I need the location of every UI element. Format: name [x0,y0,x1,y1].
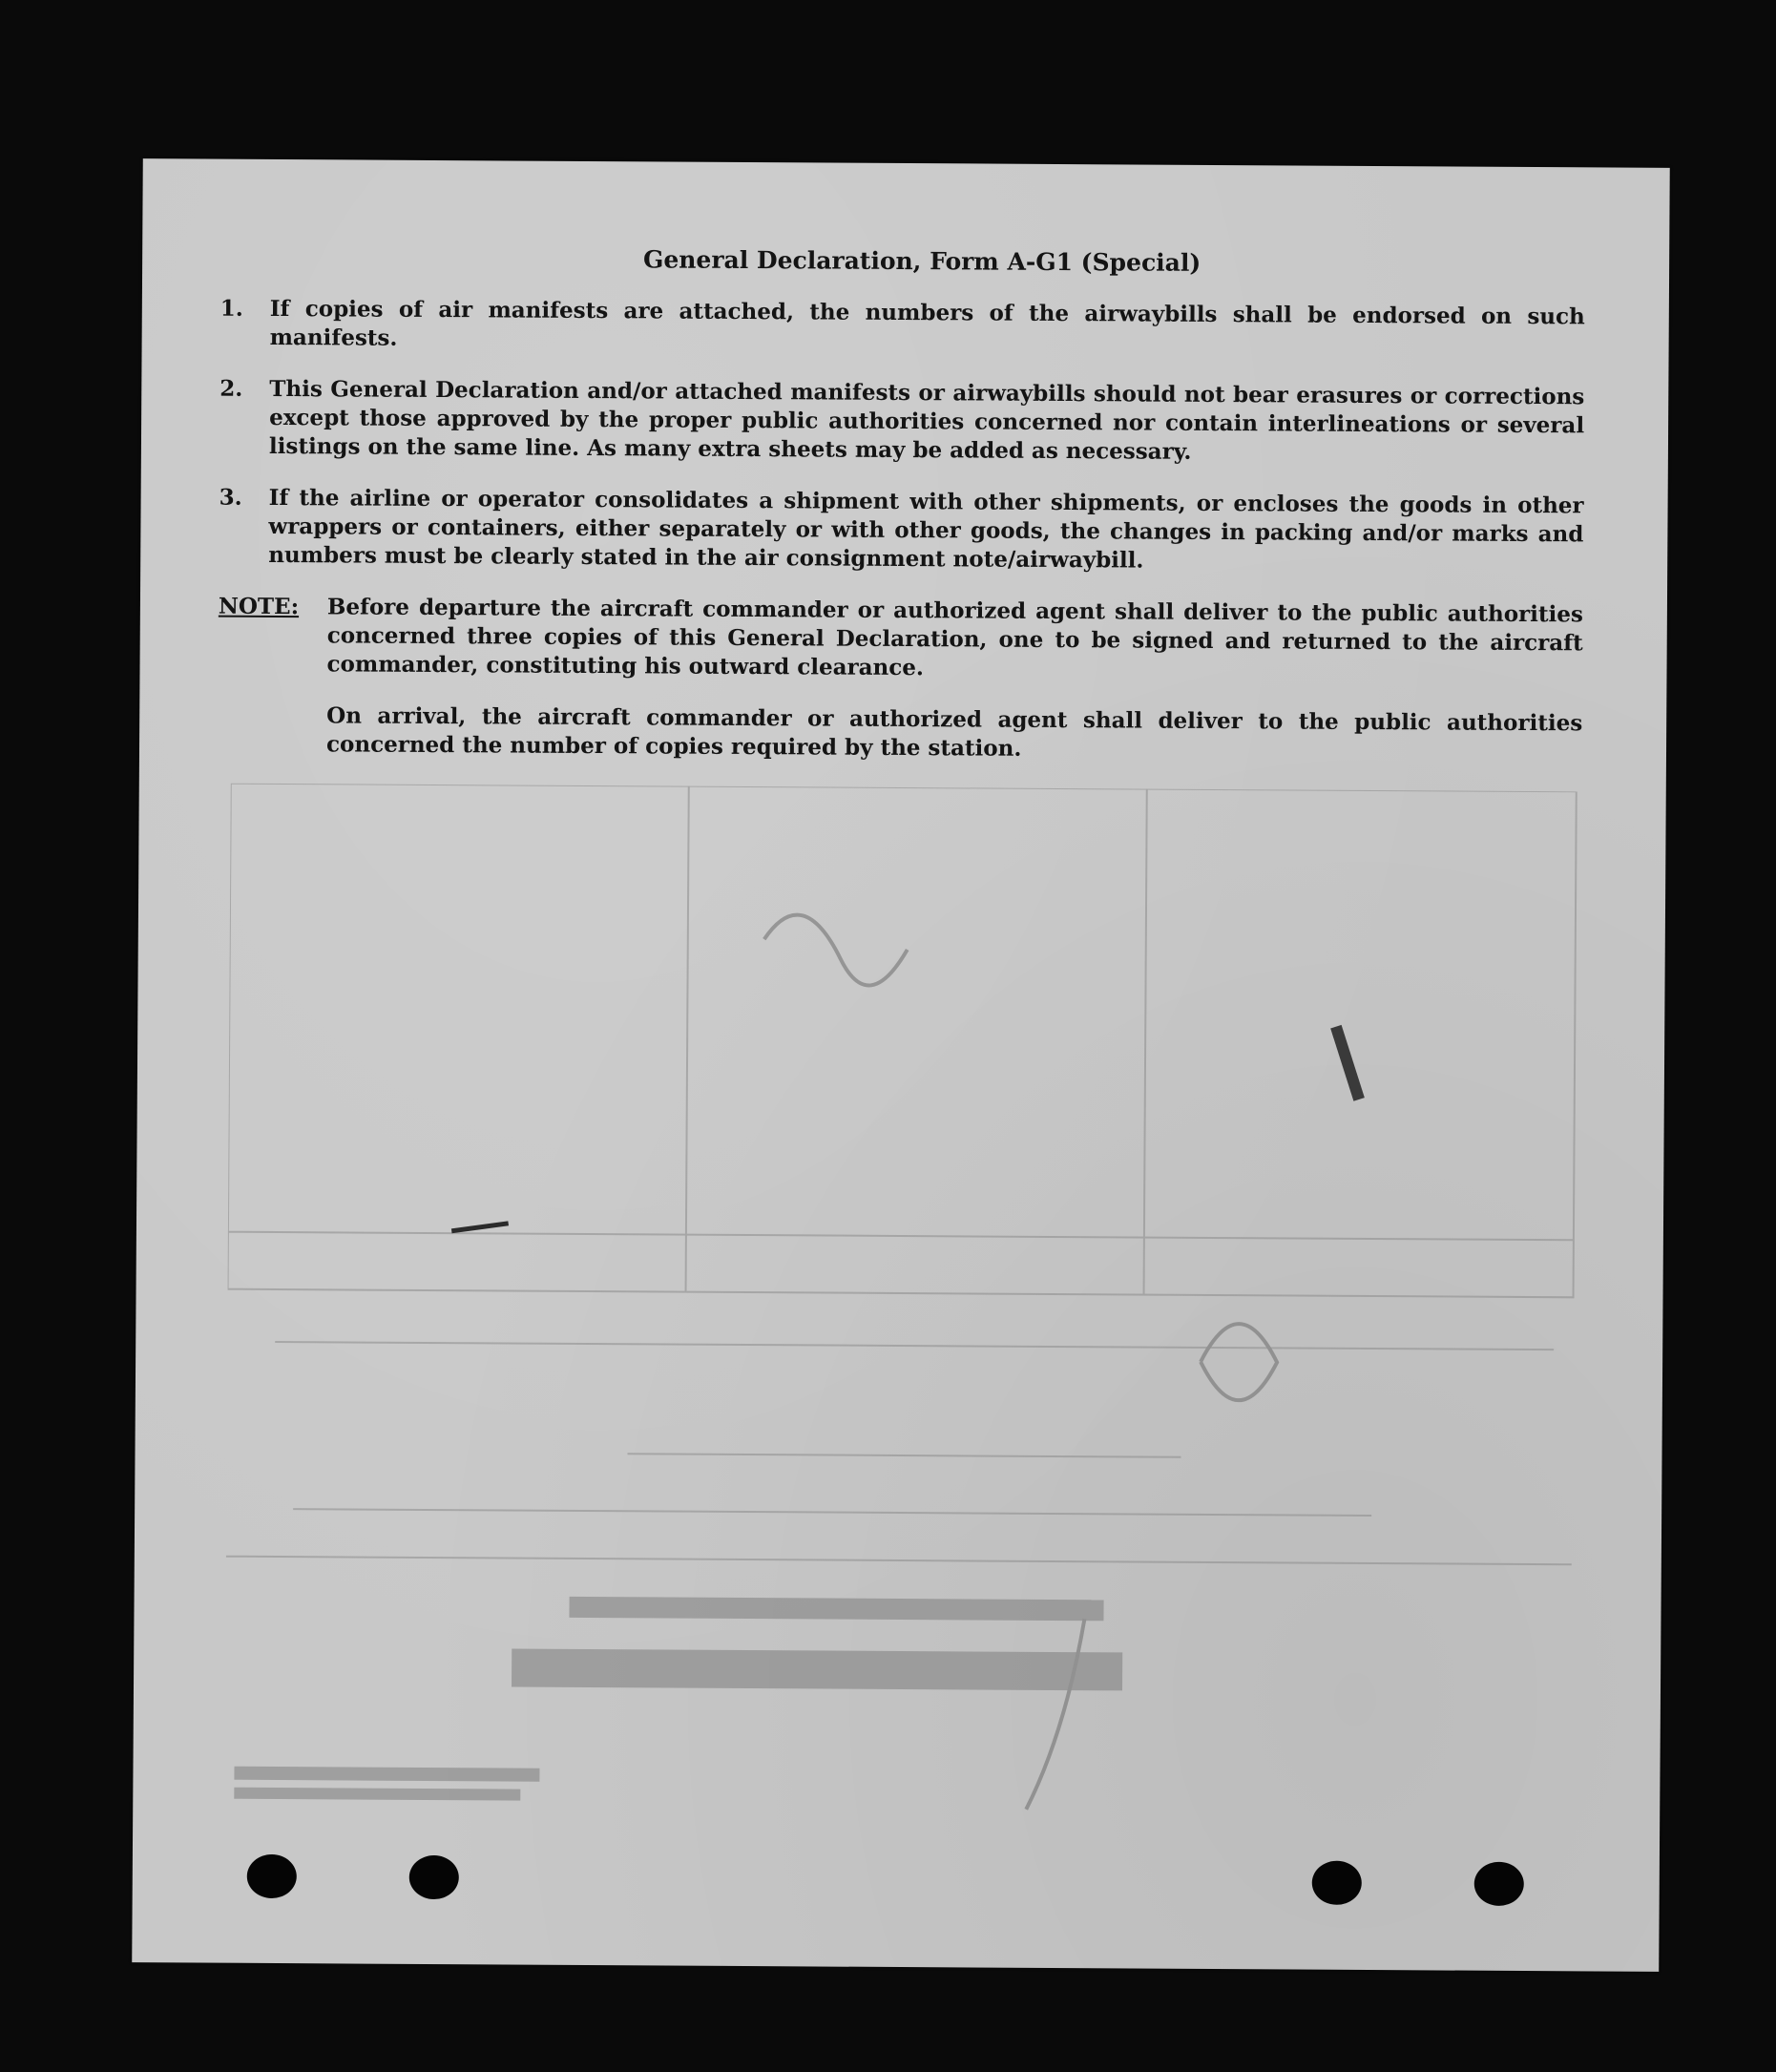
note-label: NOTE: [218,593,300,620]
note-body [326,593,1583,789]
pen-mark [451,1221,509,1233]
form-title: General Declaration, Form A-G1 (Special) [642,245,1201,277]
instruction-item-3 [219,484,1584,578]
item-number: 3. [219,484,242,511]
note-paragraph-arrival: On arrival, the aircraft commander or authorized agent shall deliver to the public authorities concerned the number of copies required by the station. [325,702,1583,762]
punch-hole [409,1855,459,1899]
item-number: 2. [219,375,243,402]
instruction-item-2 [219,375,1585,470]
item-number: 1. [219,295,243,322]
punch-hole [1474,1862,1524,1906]
pen-mark [1330,1025,1365,1101]
note-paragraph-departure: Before departure the aircraft commander or authorized agent shall deliver to the public authorities concerned three copies of this General Declaration, one to be signed and returned to the aircraft commander, constituting his outward clearance. [326,594,1583,681]
declaration-text [218,243,1585,790]
punch-hole [1312,1861,1362,1905]
item-text: If the airline or operator consolidates a shipment with other shipments, or encloses the goods in other wrappers or containers, either separately or with other goods, the changes in packing and/or marks and numbers must be clearly stated in the air consignment note/airwaybill. [268,484,1584,574]
item-text: If copies of air manifests are attached, the numbers of the airwaybills shall be endorsed on such manifests. [269,295,1585,351]
item-text: This General Declaration and/or attached manifests or airwaybills should not bear erasures or corrections except those approved by the proper public authorities concerned nor contain interlineations or several listings on the same line. As many extra sheets may be added as necessary. [268,375,1585,465]
bleed-through-ghost [224,784,1586,1842]
instruction-item-1 [220,295,1585,361]
document-sheet [132,158,1670,1972]
punch-hole [247,1854,297,1898]
note-section [218,593,1583,790]
